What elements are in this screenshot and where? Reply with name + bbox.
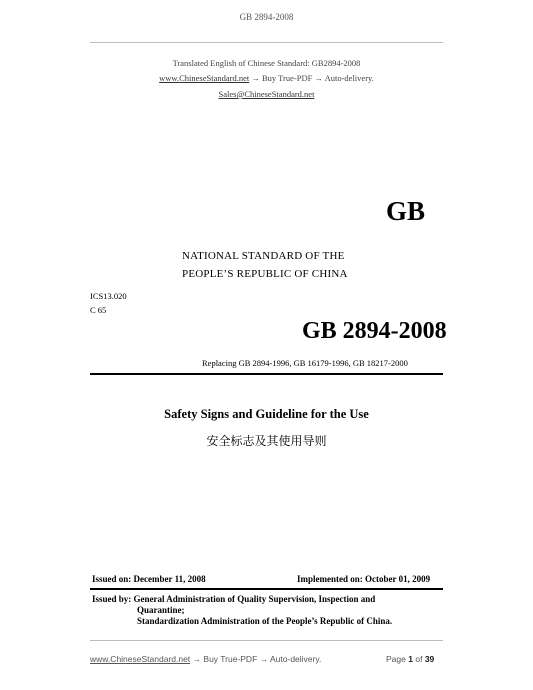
intro-buy-line: [0, 73, 533, 83]
intro-email-link[interactable]: Sales@ChineseStandard.net: [218, 89, 315, 99]
national-standard-line2: PEOPLE’S REPUBLIC OF CHINA: [182, 268, 348, 280]
replacing-note: Replacing GB 2894-1996, GB 16179-1996, GB 18217-2000: [202, 358, 408, 368]
title-chinese: 安全标志及其使用导则: [206, 434, 327, 448]
standard-code: GB 2894-2008: [302, 318, 447, 344]
issued-by-line3: Standardization Administration of the People’s Republic of China.: [137, 616, 393, 626]
issued-by-line2: Quarantine;: [137, 605, 185, 615]
page-label: Page: [386, 654, 406, 664]
page-number: [386, 654, 434, 664]
national-standard-line1: NATIONAL STANDARD OF THE: [182, 250, 345, 262]
gb-mark: GB: [386, 196, 426, 226]
header-divider: [90, 42, 443, 43]
ccs-code: C 65: [90, 305, 107, 315]
issued-on-date: Issued on: December 11, 2008: [92, 574, 206, 584]
intro-site-link[interactable]: www.ChineseStandard.net: [159, 73, 250, 83]
page-total: 39: [424, 654, 435, 664]
thick-divider: [90, 373, 443, 375]
page-current: 1: [408, 654, 413, 664]
footer-buy-line: [90, 654, 321, 664]
issued-by-label: Issued by:: [92, 594, 132, 604]
ics-code: ICS13.020: [90, 291, 127, 301]
dates-divider: [90, 588, 443, 590]
intro-email-line: [0, 89, 533, 99]
footer-divider: [90, 640, 443, 641]
intro-translation-line: Translated English of Chinese Standard: GB2894-2008: [172, 58, 361, 68]
issued-by-line1: General Administration of Quality Supervision, Inspection and: [133, 594, 376, 604]
title-english: Safety Signs and Guideline for the Use: [164, 407, 369, 421]
page-of: of: [415, 654, 423, 664]
intro-buy-text: → Buy True-PDF → Auto-delivery.: [251, 73, 374, 83]
implemented-on-date: Implemented on: October 01, 2009: [297, 574, 431, 584]
issued-by-block: [92, 594, 437, 627]
footer-buy-text: → Buy True-PDF → Auto-delivery.: [192, 654, 322, 664]
header-doc-code: GB 2894-2008: [239, 12, 294, 22]
footer-site-link[interactable]: www.ChineseStandard.net: [90, 654, 191, 664]
